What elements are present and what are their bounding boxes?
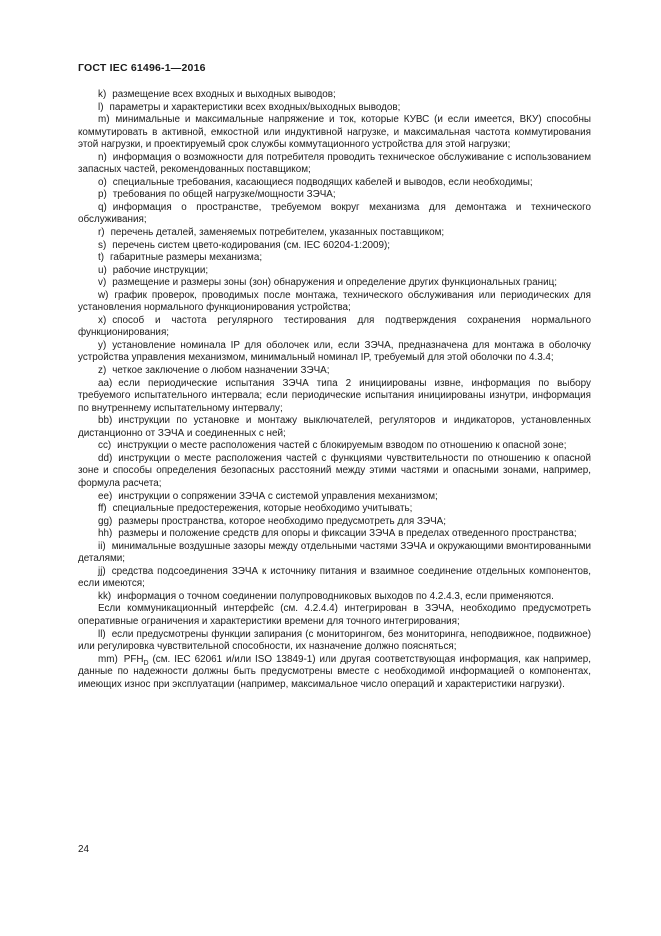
document-paragraph [78,415,591,440]
document-paragraph [78,453,591,491]
list-item-label: p) [98,189,107,201]
document-paragraph [78,227,591,240]
list-item-label: ee) [98,490,113,502]
list-item-text: инструкции о месте расположения частей с функциями чувствительности по отношению к опасной зоне и способы определения безопасных расстояний между этими частями и опасными зонами, например, формула расчета; [78,452,591,489]
list-item-label: r) [98,227,105,239]
list-item-text: четкое заключение о любом назначении ЗЭЧА; [112,365,330,377]
list-item-text: минимальные воздушные зазоры между отдельными частями ЗЭЧА и окружающими вмонтированными деталями; [78,540,591,565]
list-item-text: параметры и характеристики всех входных/выходных выводов; [109,101,401,113]
list-item-label: hh) [98,528,113,540]
list-item-label: y) [98,339,107,351]
list-item-text: график проверок, проводимых после монтажа, технического обслуживания или периодических для установления нормального функционирования устройства; [78,289,591,314]
list-item-text: инструкции о сопряжении ЗЭЧА с системой управления механизмом; [118,490,438,502]
list-item-text: Если коммуникационный интерфейс (см. 4.2.4.4) интегрирован в ЗЭЧА, необходимо предусмотреть оперативные ограничения и характеристики времени для точного интегрирования; [78,603,591,627]
list-item-label: kk) [98,590,112,602]
document-paragraph [78,240,591,253]
document-paragraph [78,566,591,591]
document-paragraph [78,277,591,290]
list-item-label: u) [98,264,107,276]
page-number: 24 [78,844,89,855]
document-paragraph [78,440,591,453]
list-item-text: средства подсоединения ЗЭЧА к источнику питания и взаимное соединение отдельных компонентов, если имеются; [78,565,591,590]
list-item-label: ii) [98,540,106,552]
list-item-text: размещение и размеры зоны (зон) обнаружения и определение других функциональных границ; [112,277,558,289]
list-item-text: перечень деталей, заменяемых потребителем, указанных поставщиком; [110,227,445,239]
list-item-text: инструкции о месте расположения частей с блокируемым взводом по отношению к опасной зоне; [117,440,567,452]
list-item-text: размеры и положение средств для опоры и фиксации ЗЭЧА в пределах отведенного пространства; [118,528,577,540]
list-item-label: ll) [98,628,106,640]
list-item-text: специальные предостережения, которые необходимо учитывать; [112,503,413,515]
document-paragraph [78,603,591,628]
document-paragraph [78,265,591,278]
list-item-text: информация о пространстве, требуемом вокруг механизма для демонтажа и технического обслуживания; [78,201,591,226]
list-item-text: информация о возможности для потребителя проводить техническое обслуживание с использованием запасных частей, рекомендованных поставщиком; [78,151,591,176]
list-item-text: $PFH_D$ (см. IEC 62061 и/или ISO 13849-1) или другая соответствующая информация, как например, данные по надежности должны быть предусмотрены вместе с необходимой информацией о компонентах, имеющих износ при эксплуатации (например, максимальное число операций и характеристики нагрузки). [78,653,591,690]
document-paragraph [78,89,591,102]
list-item-label: bb) [98,415,113,427]
list-item-text: информация о точном соединении полупроводниковых выходов по 4.2.4.3, если применяются. [117,590,554,602]
document-paragraph [78,541,591,566]
list-item-label: s) [98,239,107,251]
list-item-label: ff) [98,503,107,515]
list-item-text: требования по общей нагрузке/мощности ЗЭЧА; [112,189,336,201]
list-item-label: dd) [98,452,113,464]
list-item-label: t) [98,252,105,264]
document-paragraph [78,503,591,516]
document-paragraph [78,315,591,340]
document-paragraph [78,516,591,529]
document-paragraph [78,114,591,152]
list-item-text: специальные требования, касающиеся подводящих кабелей и выводов, если необходимы; [112,176,533,188]
list-item-label: z) [98,365,107,377]
list-item-text: если предусмотрены функции запирания (с мониторингом, без мониторинга, неподвижное, подвижное) или регулировка чувствительной способности, их назначение должно поясняться; [78,628,591,653]
list-item-text: установление номинала IP для оболочек или, если ЗЭЧА, предназначена для монтажа в оболочку устройства управления механизмом, минимальный номинал IP, требуемый для этой оболочки по 4.3.4; [78,339,591,364]
document-paragraph [78,365,591,378]
document-paragraph [78,654,591,692]
document-paragraph [78,528,591,541]
document-paragraph [78,591,591,604]
list-item-label: gg) [98,515,113,527]
list-item-text: размеры пространства, которое необходимо предусмотреть для ЗЭЧА; [118,515,446,527]
list-item-label: mm) [98,653,118,665]
document-paragraph [78,340,591,365]
document-header: ГОСТ IEC 61496-1—2016 [78,62,206,74]
list-item-label: cc) [98,440,112,452]
document-paragraph [78,252,591,265]
list-item-label: o) [98,176,107,188]
document-paragraph [78,290,591,315]
list-item-text: способ и частота регулярного тестирования для подтверждения сохранения нормального функционирования; [78,314,591,339]
list-item-text: минимальные и максимальные напряжение и ток, которые КУВС (и если имеется, ВКУ) способны коммутировать в активной, емкостной или индуктивной нагрузке, и максимальная частота коммутирования этой нагрузки, и проектируемый срок службы коммутационного устройства для этой нагрузки; [78,114,591,151]
document-body [78,89,591,691]
list-item-label: x) [98,314,107,326]
list-item-text: инструкции по установке и монтажу выключателей, регуляторов и индикаторов, установленных дистанционно от ЗЭЧА и соединенных с ней; [78,415,591,439]
list-item-text: если периодические испытания ЗЭЧА типа 2 инициированы извне, информация по выбору требуемого испытательного интервала; если периодические испытания инициированы изнутри, информация по внутреннему испытательному интервалу; [78,377,591,414]
list-item-text: габаритные размеры механизма; [110,252,263,264]
list-item-label: jj) [98,565,106,577]
document-paragraph [78,152,591,177]
document-paragraph [78,202,591,227]
list-item-label: w) [98,289,109,301]
list-item-text: рабочие инструкции; [112,264,209,276]
list-item-text: размещение всех входных и выходных выводов; [112,89,336,100]
document-paragraph [78,177,591,190]
document-paragraph [78,189,591,202]
document-paragraph [78,102,591,115]
list-item-label: aa) [98,377,113,389]
document-paragraph [78,378,591,416]
document-paragraph [78,491,591,504]
document-paragraph [78,629,591,654]
list-item-label: l) [98,101,104,113]
list-item-label: n) [98,151,107,163]
list-item-label: k) [98,89,107,100]
list-item-label: q) [98,201,107,213]
list-item-text: перечень систем цвето-кодирования (см. IEC 60204-1:2009); [112,239,391,251]
list-item-label: m) [98,114,110,126]
list-item-label: v) [98,277,107,289]
